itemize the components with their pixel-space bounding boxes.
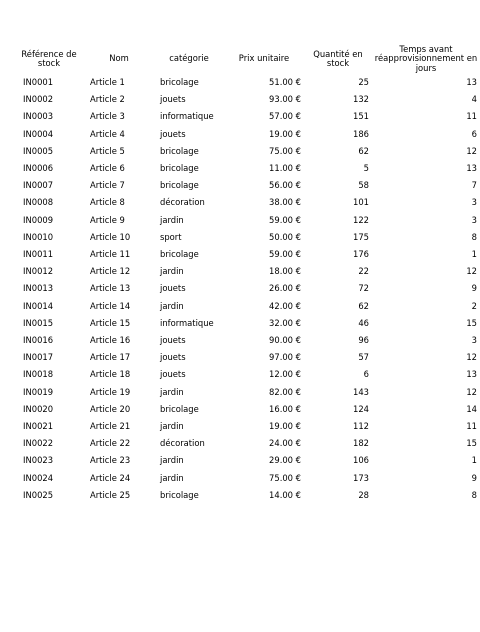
- cell-restock-days: 15: [466, 317, 477, 328]
- cell-category: décoration: [160, 197, 205, 208]
- cell-restock-days: 12: [466, 386, 477, 397]
- cell-restock-days: 13: [466, 369, 477, 380]
- cell-stock-quantity: 62: [358, 145, 369, 156]
- cell-name: Article 14: [90, 300, 131, 311]
- table-row: [14, 177, 480, 194]
- cell-category: jardin: [160, 300, 184, 311]
- table-row: [14, 280, 480, 297]
- cell-stock-reference: IN0017: [23, 352, 54, 363]
- table-row: [14, 470, 480, 487]
- header-row: [14, 44, 480, 74]
- cell-unit-price: 19.00 €: [269, 128, 301, 139]
- header-unit-price: Prix unitaire: [238, 53, 290, 64]
- table-row: [14, 384, 480, 401]
- cell-stock-quantity: 132: [353, 94, 369, 105]
- cell-category: jardin: [160, 455, 184, 466]
- cell-restock-days: 13: [466, 77, 477, 87]
- table-row: [14, 418, 480, 435]
- cell-category: bricolage: [160, 249, 199, 260]
- cell-category: jouets: [160, 352, 186, 363]
- cell-stock-reference: IN0009: [23, 214, 54, 225]
- cell-unit-price: 18.00 €: [269, 266, 301, 277]
- cell-restock-days: 6: [471, 128, 477, 139]
- cell-unit-price: 38.00 €: [269, 197, 301, 208]
- cell-stock-reference: IN0001: [23, 77, 54, 87]
- cell-name: Article 16: [90, 335, 131, 346]
- cell-unit-price: 75.00 €: [269, 472, 301, 483]
- cell-stock-quantity: 62: [358, 300, 369, 311]
- table-row: [14, 401, 480, 418]
- cell-restock-days: 7: [471, 180, 477, 191]
- cell-stock-reference: IN0018: [23, 369, 54, 380]
- cell-stock-quantity: 58: [358, 180, 369, 191]
- cell-unit-price: 26.00 €: [269, 283, 301, 294]
- cell-name: Article 4: [90, 128, 125, 139]
- cell-stock-quantity: 5: [363, 163, 369, 174]
- cell-unit-price: 24.00 €: [269, 438, 301, 449]
- cell-restock-days: 3: [471, 335, 477, 346]
- cell-category: bricolage: [160, 489, 199, 500]
- cell-stock-quantity: 176: [353, 249, 369, 260]
- cell-category: bricolage: [160, 180, 199, 191]
- cell-unit-price: 11.00 €: [269, 163, 301, 174]
- cell-restock-days: 11: [466, 421, 477, 432]
- cell-restock-days: 13: [466, 163, 477, 174]
- cell-name: Article 24: [90, 472, 131, 483]
- table-row: [14, 160, 480, 177]
- cell-restock-days: 15: [466, 438, 477, 449]
- cell-restock-days: 8: [471, 489, 477, 500]
- cell-restock-days: 11: [466, 111, 477, 122]
- cell-restock-days: 12: [466, 266, 477, 277]
- cell-unit-price: 59.00 €: [269, 249, 301, 260]
- cell-stock-quantity: 28: [358, 489, 369, 500]
- cell-restock-days: 9: [471, 283, 477, 294]
- cell-stock-quantity: 106: [353, 455, 369, 466]
- cell-stock-quantity: 173: [353, 472, 369, 483]
- header-stock-quantity: Quantité en stock: [313, 48, 363, 68]
- cell-category: jardin: [160, 472, 184, 483]
- table-row: [14, 126, 480, 143]
- cell-unit-price: 51.00 €: [269, 77, 301, 87]
- cell-unit-price: 56.00 €: [269, 180, 301, 191]
- table-row: [14, 349, 480, 366]
- cell-stock-reference: IN0015: [23, 317, 54, 328]
- table-row: [14, 263, 480, 280]
- cell-stock-quantity: 122: [353, 214, 369, 225]
- table-row: [14, 74, 480, 91]
- header-restock-days: Temps avant réapprovisionnement en jours: [374, 43, 478, 73]
- cell-stock-reference: IN0014: [23, 300, 54, 311]
- cell-stock-reference: IN0010: [23, 231, 54, 242]
- cell-category: décoration: [160, 438, 205, 449]
- cell-stock-reference: IN0011: [23, 249, 54, 260]
- table-row: [14, 246, 480, 263]
- cell-name: Article 20: [90, 403, 131, 414]
- cell-category: bricolage: [160, 77, 199, 87]
- cell-unit-price: 42.00 €: [269, 300, 301, 311]
- cell-restock-days: 3: [471, 214, 477, 225]
- table-row: [14, 298, 480, 315]
- cell-name: Article 7: [90, 180, 125, 191]
- cell-name: Article 6: [90, 163, 125, 174]
- cell-stock-reference: IN0024: [23, 472, 54, 483]
- cell-stock-reference: IN0008: [23, 197, 54, 208]
- inventory-table: [14, 44, 480, 504]
- cell-category: jouets: [160, 128, 186, 139]
- cell-stock-reference: IN0019: [23, 386, 54, 397]
- cell-name: Article 15: [90, 317, 131, 328]
- cell-stock-reference: IN0002: [23, 94, 54, 105]
- cell-unit-price: 97.00 €: [269, 352, 301, 363]
- cell-name: Article 12: [90, 266, 131, 277]
- cell-category: bricolage: [160, 403, 199, 414]
- cell-stock-quantity: 22: [358, 266, 369, 277]
- cell-stock-quantity: 124: [353, 403, 369, 414]
- cell-restock-days: 9: [471, 472, 477, 483]
- cell-stock-quantity: 6: [363, 369, 369, 380]
- cell-category: jouets: [160, 94, 186, 105]
- cell-unit-price: 32.00 €: [269, 317, 301, 328]
- cell-name: Article 11: [90, 249, 131, 260]
- inventory-sheet: [14, 43, 478, 504]
- cell-stock-reference: IN0016: [23, 335, 54, 346]
- cell-stock-reference: IN0021: [23, 421, 54, 432]
- table-row: [14, 315, 480, 332]
- cell-name: Article 21: [90, 421, 131, 432]
- cell-stock-reference: IN0005: [23, 145, 54, 156]
- table-row: [14, 91, 480, 108]
- cell-restock-days: 12: [466, 352, 477, 363]
- cell-name: Article 18: [90, 369, 131, 380]
- table-row: [14, 194, 480, 211]
- cell-name: Article 22: [90, 438, 131, 449]
- cell-restock-days: 2: [471, 300, 477, 311]
- cell-stock-quantity: 175: [353, 231, 369, 242]
- cell-stock-reference: IN0003: [23, 111, 54, 122]
- cell-unit-price: 14.00 €: [269, 489, 301, 500]
- header-name: Nom: [109, 53, 129, 64]
- cell-restock-days: 8: [471, 231, 477, 242]
- cell-category: sport: [160, 231, 182, 242]
- cell-name: Article 8: [90, 197, 125, 208]
- cell-category: jouets: [160, 335, 186, 346]
- cell-category: bricolage: [160, 163, 199, 174]
- cell-stock-quantity: 112: [353, 421, 369, 432]
- cell-unit-price: 50.00 €: [269, 231, 301, 242]
- cell-stock-reference: IN0007: [23, 180, 54, 191]
- cell-category: jardin: [160, 421, 184, 432]
- cell-restock-days: 14: [466, 403, 477, 414]
- cell-name: Article 1: [90, 77, 125, 87]
- cell-name: Article 9: [90, 214, 125, 225]
- cell-stock-quantity: 101: [353, 197, 369, 208]
- cell-stock-quantity: 96: [358, 335, 369, 346]
- cell-category: bricolage: [160, 145, 199, 156]
- cell-name: Article 5: [90, 145, 125, 156]
- cell-stock-reference: IN0006: [23, 163, 54, 174]
- cell-unit-price: 16.00 €: [269, 403, 301, 414]
- cell-category: informatique: [160, 317, 214, 328]
- cell-name: Article 19: [90, 386, 131, 397]
- table-row: [14, 452, 480, 469]
- cell-stock-quantity: 186: [353, 128, 369, 139]
- cell-stock-quantity: 25: [358, 77, 369, 87]
- cell-stock-reference: IN0020: [23, 403, 54, 414]
- cell-unit-price: 57.00 €: [269, 111, 301, 122]
- cell-restock-days: 12: [466, 145, 477, 156]
- cell-unit-price: 90.00 €: [269, 335, 301, 346]
- table-row: [14, 366, 480, 383]
- table-row: [14, 143, 480, 160]
- cell-restock-days: 3: [471, 197, 477, 208]
- cell-category: jardin: [160, 214, 184, 225]
- cell-category: jardin: [160, 266, 184, 277]
- cell-name: Article 3: [90, 111, 125, 122]
- table-row: [14, 229, 480, 246]
- cell-name: Article 25: [90, 489, 131, 500]
- cell-stock-quantity: 46: [358, 317, 369, 328]
- cell-stock-reference: IN0012: [23, 266, 54, 277]
- cell-name: Article 17: [90, 352, 131, 363]
- cell-restock-days: 1: [471, 455, 477, 466]
- cell-restock-days: 4: [471, 94, 477, 105]
- cell-unit-price: 93.00 €: [269, 94, 301, 105]
- cell-stock-reference: IN0013: [23, 283, 54, 294]
- cell-category: jardin: [160, 386, 184, 397]
- cell-stock-quantity: 143: [353, 386, 369, 397]
- cell-unit-price: 12.00 €: [269, 369, 301, 380]
- cell-stock-reference: IN0022: [23, 438, 54, 449]
- cell-stock-reference: IN0023: [23, 455, 54, 466]
- table-row: [14, 332, 480, 349]
- table-row: [14, 108, 480, 125]
- cell-stock-reference: IN0004: [23, 128, 54, 139]
- cell-category: jouets: [160, 369, 186, 380]
- cell-stock-quantity: 151: [353, 111, 369, 122]
- cell-stock-quantity: 182: [353, 438, 369, 449]
- cell-restock-days: 1: [471, 249, 477, 260]
- cell-unit-price: 29.00 €: [269, 455, 301, 466]
- cell-name: Article 10: [90, 231, 131, 242]
- table-row: [14, 212, 480, 229]
- cell-unit-price: 19.00 €: [269, 421, 301, 432]
- table-row: [14, 487, 480, 504]
- cell-name: Article 23: [90, 455, 131, 466]
- cell-stock-quantity: 72: [358, 283, 369, 294]
- header-stock-reference: Référence de stock: [21, 48, 77, 68]
- cell-stock-reference: IN0025: [23, 489, 54, 500]
- cell-category: jouets: [160, 283, 186, 294]
- cell-category: informatique: [160, 111, 214, 122]
- table-row: [14, 435, 480, 452]
- header-category: catégorie: [169, 53, 209, 64]
- cell-name: Article 2: [90, 94, 125, 105]
- cell-unit-price: 82.00 €: [269, 386, 301, 397]
- cell-unit-price: 59.00 €: [269, 214, 301, 225]
- cell-stock-quantity: 57: [358, 352, 369, 363]
- cell-name: Article 13: [90, 283, 131, 294]
- cell-unit-price: 75.00 €: [269, 145, 301, 156]
- table-body: [14, 74, 480, 504]
